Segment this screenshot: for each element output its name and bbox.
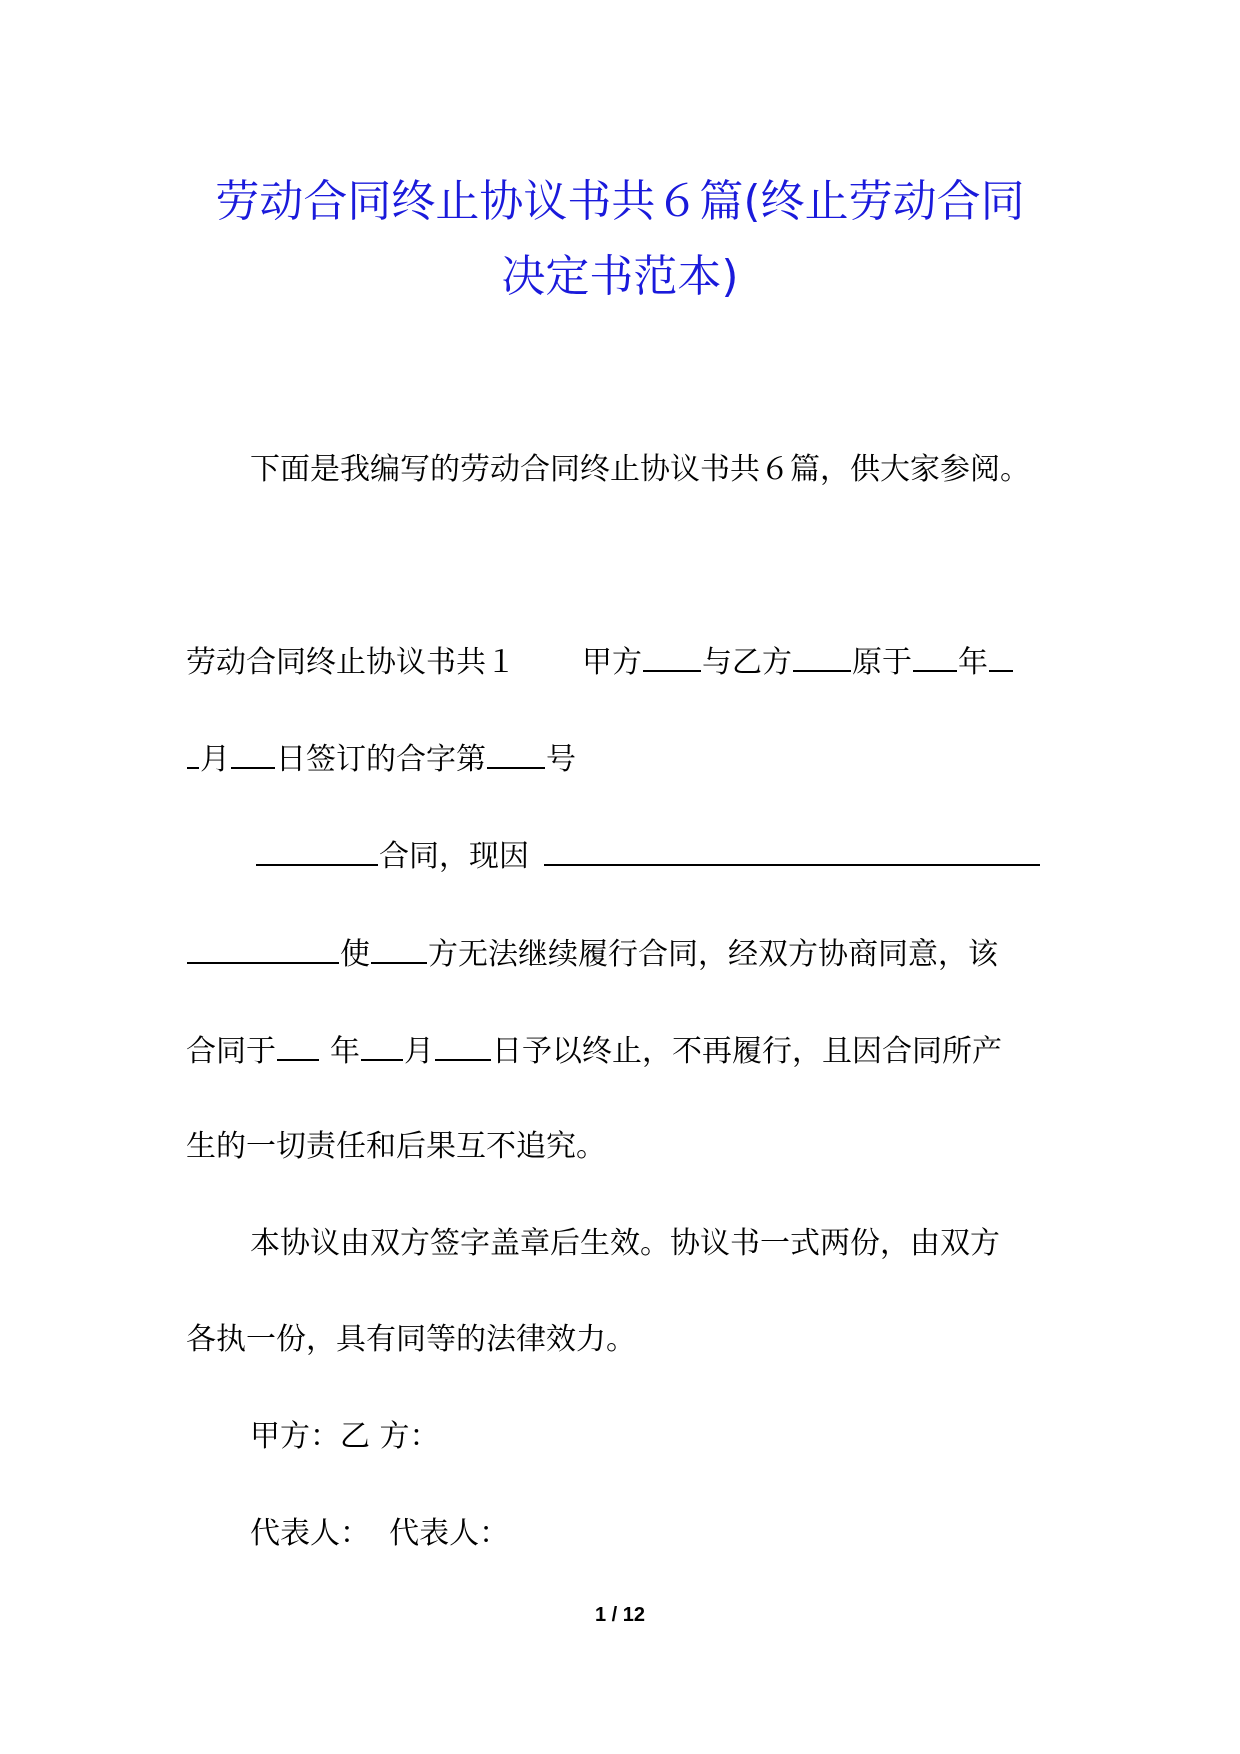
blank-field <box>544 836 1040 866</box>
document-title-line-1: 劳动合同终止协议书共６篇(终止劳动合同 <box>215 176 1025 227</box>
blank-field <box>187 934 339 964</box>
section1-paragraph-2-line-2: 各执一份，具有同等的法律效力。 <box>186 1322 636 1357</box>
intro-paragraph: 下面是我编写的劳动合同终止协议书共６篇，供大家参阅。 <box>250 452 1030 487</box>
section1-line-3: 合同，现因 <box>255 836 1041 877</box>
section1-line-1: 劳动合同终止协议书共１ 甲方 与乙方 原于 年 <box>186 642 1014 683</box>
blank-field <box>187 739 199 769</box>
parties-line: 甲方：乙 方： <box>250 1419 440 1454</box>
blank-field <box>256 836 378 866</box>
blank-field <box>361 1031 403 1061</box>
blank-field <box>643 642 701 672</box>
blank-field <box>277 1031 319 1061</box>
blank-field <box>487 739 545 769</box>
blank-field <box>793 642 851 672</box>
section1-paragraph-2-line-1: 本协议由双方签字盖章后生效。协议书一式两份，由双方 <box>250 1226 1000 1261</box>
page-indicator: 1 / 12 <box>594 1604 646 1626</box>
blank-field <box>989 642 1013 672</box>
document-title-line-2: 决定书范本) <box>501 251 739 302</box>
representatives-line: 代表人： 代表人： <box>250 1516 510 1551</box>
blank-field <box>913 642 957 672</box>
section1-line-4: 使 方无法继续履行合同，经双方协商同意，该 <box>186 934 998 975</box>
blank-field <box>231 739 275 769</box>
blank-field <box>435 1031 491 1061</box>
blank-field <box>371 934 427 964</box>
section1-line-5: 合同于 年 月 日予以终止，不再履行，且因合同所产 <box>186 1031 1002 1072</box>
section1-line-6: 生的一切责任和后果互不追究。 <box>186 1129 606 1164</box>
section1-heading: 劳动合同终止协议书共１ <box>186 645 516 680</box>
section1-line-2: 月 日签订的合字第 号 <box>186 739 576 780</box>
